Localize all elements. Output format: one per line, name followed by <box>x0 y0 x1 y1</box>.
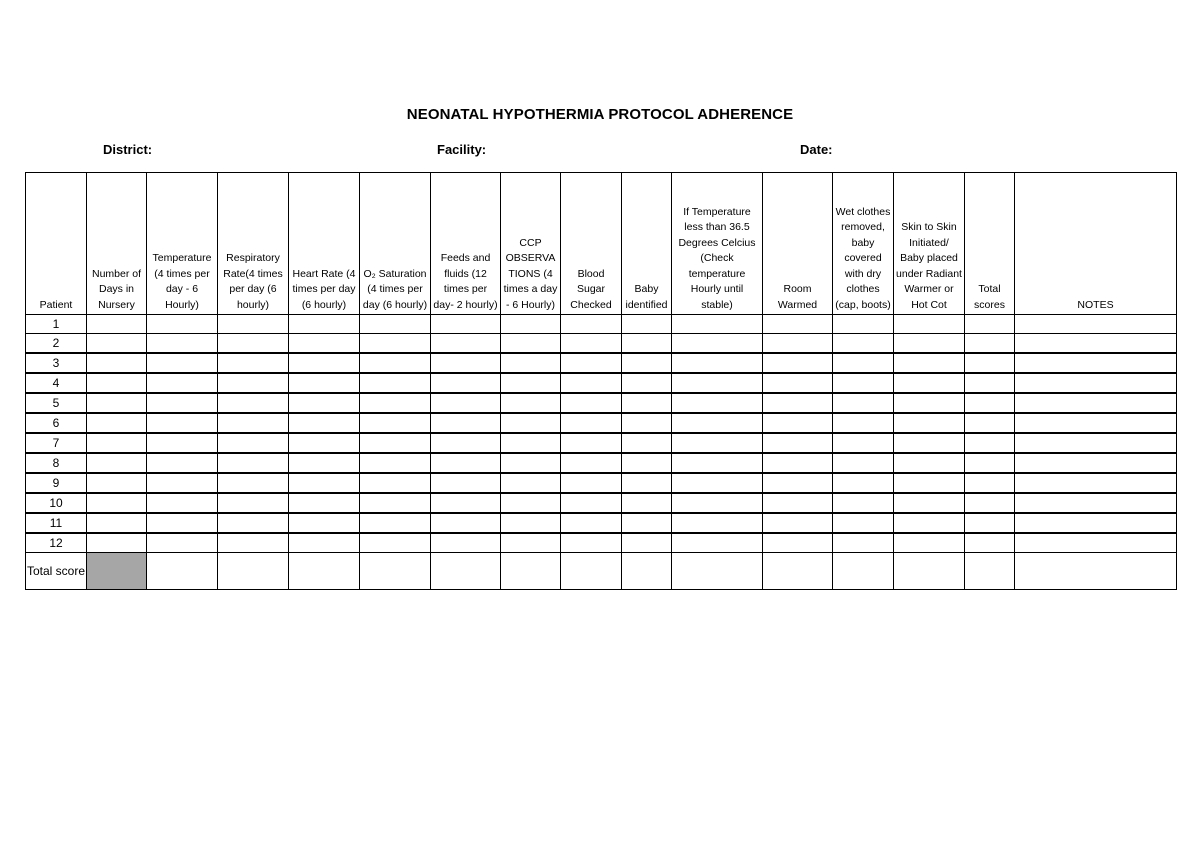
entry-cell[interactable] <box>672 413 763 433</box>
entry-cell[interactable] <box>965 533 1015 553</box>
entry-cell[interactable] <box>763 433 833 453</box>
entry-cell[interactable] <box>87 473 147 493</box>
patient-number: 10 <box>26 493 87 513</box>
table-row <box>26 433 1177 453</box>
entry-cell[interactable] <box>833 493 894 513</box>
entry-cell[interactable] <box>763 353 833 373</box>
entry-cell[interactable] <box>431 473 501 493</box>
entry-cell[interactable] <box>289 513 360 533</box>
patient-number: 1 <box>26 315 87 334</box>
entry-cell[interactable] <box>561 353 622 373</box>
total-score-label: Total score <box>26 553 87 590</box>
entry-cell[interactable] <box>218 315 289 334</box>
entry-cell[interactable] <box>360 473 431 493</box>
patient-number: 6 <box>26 413 87 433</box>
entry-cell[interactable] <box>965 393 1015 413</box>
entry-cell[interactable] <box>218 493 289 513</box>
col-header-skin-to-skin: Skin to Skin Initiated/ Baby placed under Radiant Warmer or Hot Cot <box>894 173 965 315</box>
entry-cell[interactable] <box>218 373 289 393</box>
entry-cell[interactable] <box>622 533 672 553</box>
entry-cell[interactable] <box>833 473 894 493</box>
entry-cell[interactable] <box>763 373 833 393</box>
entry-cell[interactable] <box>833 334 894 354</box>
entry-cell[interactable] <box>360 373 431 393</box>
entry-cell[interactable] <box>833 513 894 533</box>
entry-cell[interactable] <box>763 453 833 473</box>
entry-cell[interactable] <box>1015 413 1177 433</box>
entry-cell[interactable] <box>289 315 360 334</box>
entry-cell[interactable] <box>622 453 672 473</box>
entry-cell[interactable] <box>965 453 1015 473</box>
entry-cell[interactable] <box>833 413 894 433</box>
entry-cell[interactable] <box>965 553 1015 590</box>
entry-cell[interactable] <box>360 353 431 373</box>
entry-cell[interactable] <box>561 513 622 533</box>
entry-cell[interactable] <box>87 334 147 354</box>
entry-cell[interactable] <box>1015 373 1177 393</box>
entry-cell[interactable] <box>1015 353 1177 373</box>
patient-number: 8 <box>26 453 87 473</box>
entry-cell[interactable] <box>87 533 147 553</box>
entry-cell[interactable] <box>147 513 218 533</box>
entry-cell[interactable] <box>431 553 501 590</box>
entry-cell[interactable] <box>218 353 289 373</box>
entry-cell[interactable] <box>894 373 965 393</box>
entry-cell[interactable] <box>218 393 289 413</box>
entry-cell[interactable] <box>431 315 501 334</box>
district-label: District: <box>103 142 153 157</box>
entry-cell[interactable] <box>360 393 431 413</box>
col-header-days-in-nursery: Number of Days in Nursery <box>87 173 147 315</box>
entry-cell[interactable] <box>289 493 360 513</box>
entry-cell[interactable] <box>622 353 672 373</box>
entry-cell[interactable] <box>218 513 289 533</box>
entry-cell[interactable] <box>833 393 894 413</box>
table-row <box>26 533 1177 553</box>
entry-cell[interactable] <box>1015 315 1177 334</box>
entry-cell[interactable] <box>1015 453 1177 473</box>
col-header-notes: NOTES <box>1015 173 1177 315</box>
entry-cell[interactable] <box>501 553 561 590</box>
entry-cell[interactable] <box>561 315 622 334</box>
entry-cell[interactable] <box>561 433 622 453</box>
entry-cell[interactable] <box>622 334 672 354</box>
patient-number: 2 <box>26 334 87 354</box>
entry-cell[interactable] <box>672 513 763 533</box>
entry-cell[interactable] <box>672 353 763 373</box>
col-header-total-scores: Total scores <box>965 173 1015 315</box>
patient-number: 4 <box>26 373 87 393</box>
patient-number: 9 <box>26 473 87 493</box>
entry-cell[interactable] <box>431 413 501 433</box>
entry-cell[interactable] <box>561 453 622 473</box>
entry-cell[interactable] <box>965 373 1015 393</box>
entry-cell[interactable] <box>561 334 622 354</box>
entry-cell[interactable] <box>360 413 431 433</box>
entry-cell[interactable] <box>147 315 218 334</box>
entry-cell[interactable] <box>622 473 672 493</box>
patient-number: 12 <box>26 533 87 553</box>
entry-cell[interactable] <box>622 413 672 433</box>
entry-cell[interactable] <box>763 553 833 590</box>
entry-cell[interactable] <box>561 373 622 393</box>
entry-cell[interactable] <box>501 334 561 354</box>
entry-cell[interactable] <box>87 393 147 413</box>
entry-cell[interactable] <box>763 393 833 413</box>
entry-cell[interactable] <box>561 533 622 553</box>
protocol-adherence-table <box>25 172 1177 590</box>
entry-cell[interactable] <box>672 533 763 553</box>
entry-cell[interactable] <box>289 553 360 590</box>
entry-cell[interactable] <box>894 473 965 493</box>
entry-cell[interactable] <box>431 433 501 453</box>
entry-cell[interactable] <box>561 553 622 590</box>
entry-cell[interactable] <box>833 433 894 453</box>
entry-cell[interactable] <box>289 453 360 473</box>
entry-cell[interactable] <box>289 413 360 433</box>
entry-cell[interactable] <box>431 393 501 413</box>
col-header-feeds-fluids: Feeds and fluids (12 times per day- 2 hourly) <box>431 173 501 315</box>
entry-cell[interactable] <box>147 393 218 413</box>
patient-number: 11 <box>26 513 87 533</box>
entry-cell[interactable] <box>501 373 561 393</box>
entry-cell[interactable] <box>763 334 833 354</box>
entry-cell[interactable] <box>360 453 431 473</box>
entry-cell[interactable] <box>360 553 431 590</box>
entry-cell[interactable] <box>894 353 965 373</box>
table-row <box>26 453 1177 473</box>
facility-label: Facility: <box>437 142 487 157</box>
entry-cell[interactable] <box>672 553 763 590</box>
entry-cell[interactable] <box>501 315 561 334</box>
entry-cell[interactable] <box>1015 533 1177 553</box>
entry-cell[interactable] <box>147 553 218 590</box>
col-header-heart-rate: Heart Rate (4 times per day (6 hourly) <box>289 173 360 315</box>
entry-cell[interactable] <box>501 493 561 513</box>
entry-cell[interactable] <box>763 315 833 334</box>
entry-cell[interactable] <box>763 473 833 493</box>
entry-cell[interactable] <box>1015 334 1177 354</box>
entry-cell[interactable] <box>147 353 218 373</box>
entry-cell[interactable] <box>894 553 965 590</box>
entry-cell[interactable] <box>218 433 289 453</box>
entry-cell[interactable] <box>965 413 1015 433</box>
col-header-temperature: Temperature (4 times per day - 6 Hourly) <box>147 173 218 315</box>
patient-number: 5 <box>26 393 87 413</box>
entry-cell[interactable] <box>1015 473 1177 493</box>
entry-cell[interactable] <box>147 334 218 354</box>
entry-cell[interactable] <box>833 315 894 334</box>
entry-cell[interactable] <box>672 433 763 453</box>
col-header-patient: Patient <box>26 173 87 315</box>
entry-cell[interactable] <box>501 353 561 373</box>
entry-cell[interactable] <box>431 373 501 393</box>
entry-cell[interactable] <box>218 553 289 590</box>
entry-cell[interactable] <box>561 473 622 493</box>
entry-cell[interactable] <box>360 433 431 453</box>
table-row <box>26 473 1177 493</box>
table-row <box>26 353 1177 373</box>
entry-cell[interactable] <box>833 533 894 553</box>
entry-cell[interactable] <box>147 473 218 493</box>
entry-cell[interactable] <box>218 453 289 473</box>
entry-cell[interactable] <box>218 413 289 433</box>
entry-cell[interactable] <box>894 315 965 334</box>
entry-cell[interactable] <box>147 433 218 453</box>
table-row <box>26 513 1177 533</box>
entry-cell[interactable] <box>87 433 147 453</box>
entry-cell[interactable] <box>431 513 501 533</box>
entry-cell[interactable] <box>894 413 965 433</box>
entry-cell[interactable] <box>763 513 833 533</box>
entry-cell[interactable] <box>87 493 147 513</box>
entry-cell[interactable] <box>431 493 501 513</box>
entry-cell[interactable] <box>833 353 894 373</box>
entry-cell[interactable] <box>763 493 833 513</box>
entry-cell[interactable] <box>147 493 218 513</box>
entry-cell[interactable] <box>672 493 763 513</box>
entry-cell[interactable] <box>763 413 833 433</box>
entry-cell[interactable] <box>501 413 561 433</box>
entry-cell[interactable] <box>501 533 561 553</box>
entry-cell[interactable] <box>672 453 763 473</box>
page-title: NEONATAL HYPOTHERMIA PROTOCOL ADHERENCE <box>406 106 794 123</box>
entry-cell[interactable] <box>501 473 561 493</box>
entry-cell[interactable] <box>622 553 672 590</box>
col-header-baby-identified: Baby identified <box>622 173 672 315</box>
entry-cell[interactable] <box>87 453 147 473</box>
entry-cell[interactable] <box>360 493 431 513</box>
total-score-row <box>26 553 1177 590</box>
entry-cell[interactable] <box>894 393 965 413</box>
entry-cell[interactable] <box>1015 493 1177 513</box>
patient-number: 7 <box>26 433 87 453</box>
entry-cell[interactable] <box>965 334 1015 354</box>
entry-cell[interactable] <box>289 533 360 553</box>
entry-cell[interactable] <box>894 334 965 354</box>
entry-cell[interactable] <box>501 433 561 453</box>
entry-cell[interactable] <box>833 453 894 473</box>
entry-cell[interactable] <box>965 473 1015 493</box>
entry-cell[interactable] <box>289 373 360 393</box>
table-row <box>26 413 1177 433</box>
entry-cell[interactable] <box>218 334 289 354</box>
col-header-respiratory-rate: Respiratory Rate(4 times per day (6 hourly) <box>218 173 289 315</box>
entry-cell[interactable] <box>561 393 622 413</box>
entry-cell[interactable] <box>1015 433 1177 453</box>
table-row <box>26 315 1177 334</box>
entry-cell[interactable] <box>894 453 965 473</box>
entry-cell[interactable] <box>360 334 431 354</box>
entry-cell[interactable] <box>672 473 763 493</box>
entry-cell[interactable] <box>360 315 431 334</box>
entry-cell[interactable] <box>672 315 763 334</box>
entry-cell[interactable] <box>965 353 1015 373</box>
entry-cell[interactable] <box>672 334 763 354</box>
entry-cell[interactable] <box>894 493 965 513</box>
entry-cell[interactable] <box>965 493 1015 513</box>
entry-cell[interactable] <box>431 334 501 354</box>
entry-cell[interactable] <box>431 353 501 373</box>
entry-cell[interactable] <box>87 353 147 373</box>
entry-cell[interactable] <box>622 433 672 453</box>
table-row <box>26 373 1177 393</box>
entry-cell[interactable] <box>147 413 218 433</box>
entry-cell[interactable] <box>218 473 289 493</box>
entry-cell[interactable] <box>1015 553 1177 590</box>
col-header-room-warmed: Room Warmed <box>763 173 833 315</box>
entry-cell[interactable] <box>833 553 894 590</box>
entry-cell[interactable] <box>289 433 360 453</box>
entry-cell[interactable] <box>501 453 561 473</box>
entry-cell[interactable] <box>87 513 147 533</box>
entry-cell[interactable] <box>87 373 147 393</box>
entry-cell[interactable] <box>894 533 965 553</box>
entry-cell[interactable] <box>894 433 965 453</box>
entry-cell[interactable] <box>289 393 360 413</box>
entry-cell[interactable] <box>965 513 1015 533</box>
entry-cell[interactable] <box>1015 393 1177 413</box>
entry-cell[interactable] <box>965 433 1015 453</box>
entry-cell[interactable] <box>147 453 218 473</box>
entry-cell[interactable] <box>622 393 672 413</box>
table-row <box>26 393 1177 413</box>
entry-cell[interactable] <box>561 413 622 433</box>
entry-cell[interactable] <box>431 453 501 473</box>
entry-cell[interactable] <box>360 533 431 553</box>
entry-cell[interactable] <box>763 533 833 553</box>
entry-cell[interactable] <box>360 513 431 533</box>
col-header-blood-sugar: Blood Sugar Checked <box>561 173 622 315</box>
entry-cell[interactable] <box>894 513 965 533</box>
entry-cell[interactable] <box>965 315 1015 334</box>
entry-cell[interactable] <box>147 373 218 393</box>
entry-cell[interactable] <box>833 373 894 393</box>
date-label: Date: <box>800 142 833 157</box>
entry-cell[interactable] <box>672 393 763 413</box>
entry-cell[interactable] <box>289 353 360 373</box>
entry-cell[interactable] <box>218 533 289 553</box>
table-row <box>26 334 1177 354</box>
entry-cell[interactable] <box>501 393 561 413</box>
entry-cell[interactable] <box>501 513 561 533</box>
entry-cell[interactable] <box>147 533 218 553</box>
col-header-o2-saturation: O₂ Saturation (4 times per day (6 hourly) <box>360 173 431 315</box>
table-row <box>26 493 1177 513</box>
col-header-low-temperature-check: If Temperature less than 36.5 Degrees Celcius (Check temperature Hourly until stable) <box>672 173 763 315</box>
col-header-wet-clothes-removed: Wet clothes removed, baby covered with dry clothes (cap, boots) <box>833 173 894 315</box>
entry-cell[interactable] <box>622 315 672 334</box>
col-header-ccp-observations: CCP OBSERVATIONS (4 times a day - 6 Hourly) <box>501 173 561 315</box>
shaded-cell <box>87 553 147 590</box>
entry-cell[interactable] <box>289 473 360 493</box>
entry-cell[interactable] <box>622 373 672 393</box>
entry-cell[interactable] <box>622 513 672 533</box>
entry-cell[interactable] <box>87 315 147 334</box>
entry-cell[interactable] <box>431 533 501 553</box>
entry-cell[interactable] <box>289 334 360 354</box>
patient-number: 3 <box>26 353 87 373</box>
entry-cell[interactable] <box>1015 513 1177 533</box>
entry-cell[interactable] <box>672 373 763 393</box>
entry-cell[interactable] <box>622 493 672 513</box>
entry-cell[interactable] <box>561 493 622 513</box>
entry-cell[interactable] <box>87 413 147 433</box>
